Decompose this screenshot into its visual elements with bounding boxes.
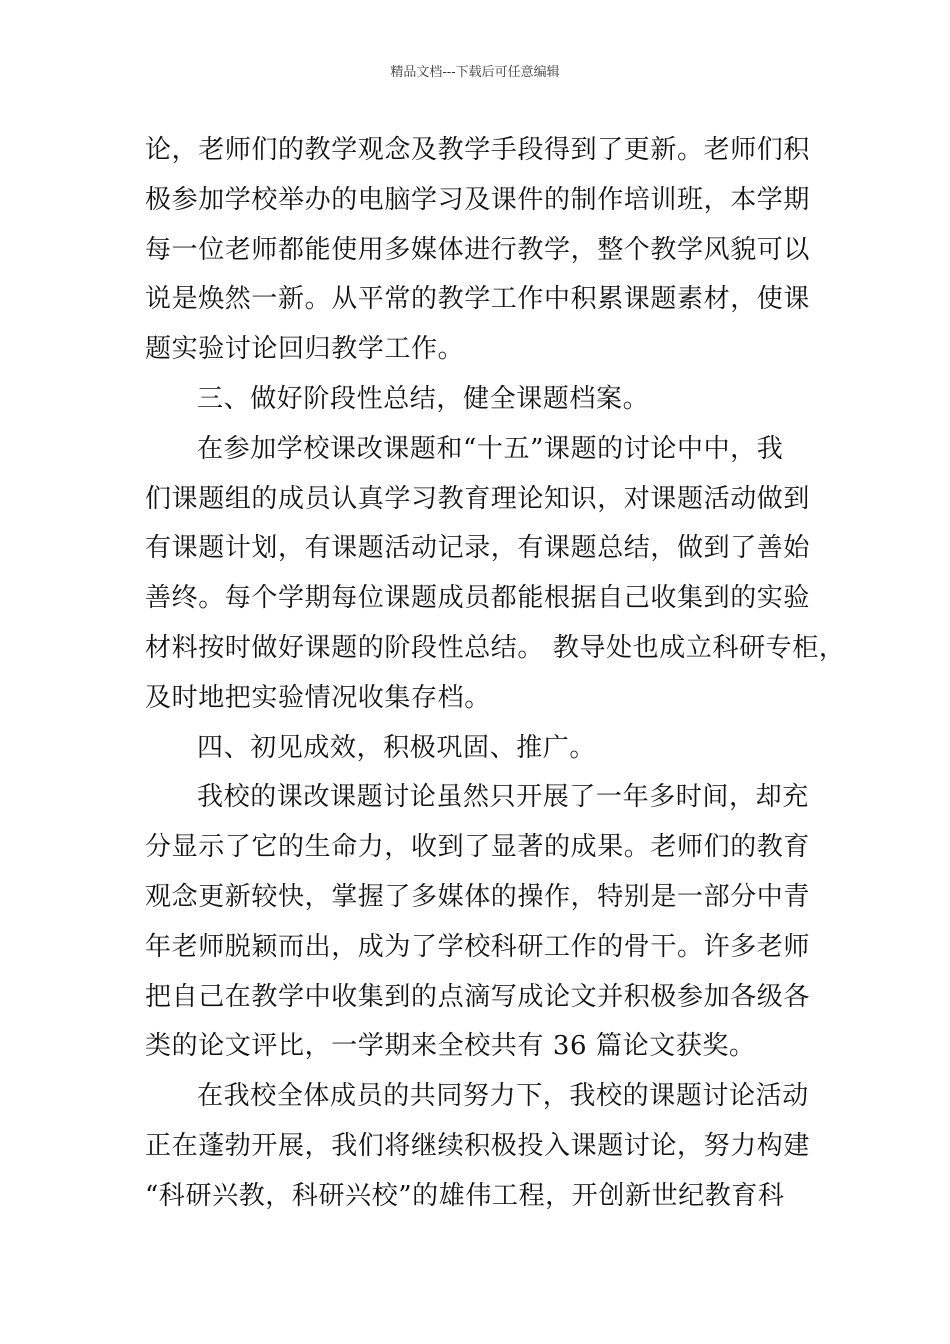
text-line: 在我校全体成员的共同努力下，我校的课题讨论活动 — [197, 1081, 809, 1112]
text-line: 材料按时做好课题的阶段性总结。 教导处也成立科研专柜， — [145, 632, 846, 663]
text-line: 把自己在教学中收集到的点滴写成论文并积极参加各级各 — [145, 981, 811, 1012]
text-line: 正在蓬勃开展，我们将继续积极投入课题讨论，努力构建 — [145, 1130, 811, 1161]
text-line: 题实验讨论回归教学工作。 — [145, 334, 465, 365]
text-line: 说是焕然一新。从平常的教学工作中积累课题素材，使课 — [145, 284, 811, 315]
text-line: 及时地把实验情况收集存档。 — [145, 682, 491, 713]
page-header: 精品文档---下载后可任意编辑 — [390, 65, 560, 80]
text-line: 我校的课改课题讨论虽然只开展了一年多时间，却充 — [197, 782, 809, 813]
text-line: 分显示了它的生命力，收到了显著的成果。老师们的教育 — [145, 832, 811, 863]
section-heading: 四、初见成效，积极巩固、推广。 — [197, 732, 597, 763]
text-line: 有课题计划，有课题活动记录，有课题总结，做到了善始 — [145, 533, 811, 564]
section-heading: 三、做好阶段性总结，健全课题档案。 — [197, 383, 650, 414]
text-line: 年老师脱颖而出，成为了学校科研工作的骨干。许多老师 — [145, 931, 811, 962]
text-line: 在参加学校课改课题和“十五”课题的讨论中中，我 — [197, 433, 784, 464]
text-line: 论，老师们的教学观念及教学手段得到了更新。老师们积 — [145, 135, 811, 165]
text-line: 类的论文评比，一学期来全校共有 36 篇论文获奖。 — [145, 1031, 756, 1062]
text-line: 们课题组的成员认真学习教育理论知识，对课题活动做到 — [145, 483, 811, 514]
text-line: “科研兴教，科研兴校”的雄伟工程，开创新世纪教育科 — [145, 1180, 785, 1211]
text-line: 善终。每个学期每位课题成员都能根据自己收集到的实验 — [145, 583, 811, 614]
text-line: 极参加学校举办的电脑学习及课件的制作培训班，本学期 — [145, 184, 811, 215]
text-line: 观念更新较快，掌握了多媒体的操作，特别是一部分中青 — [145, 881, 811, 912]
body-text — [145, 126, 846, 1222]
text-line: 每一位老师都能使用多媒体进行教学，整个教学风貌可以 — [145, 234, 811, 265]
